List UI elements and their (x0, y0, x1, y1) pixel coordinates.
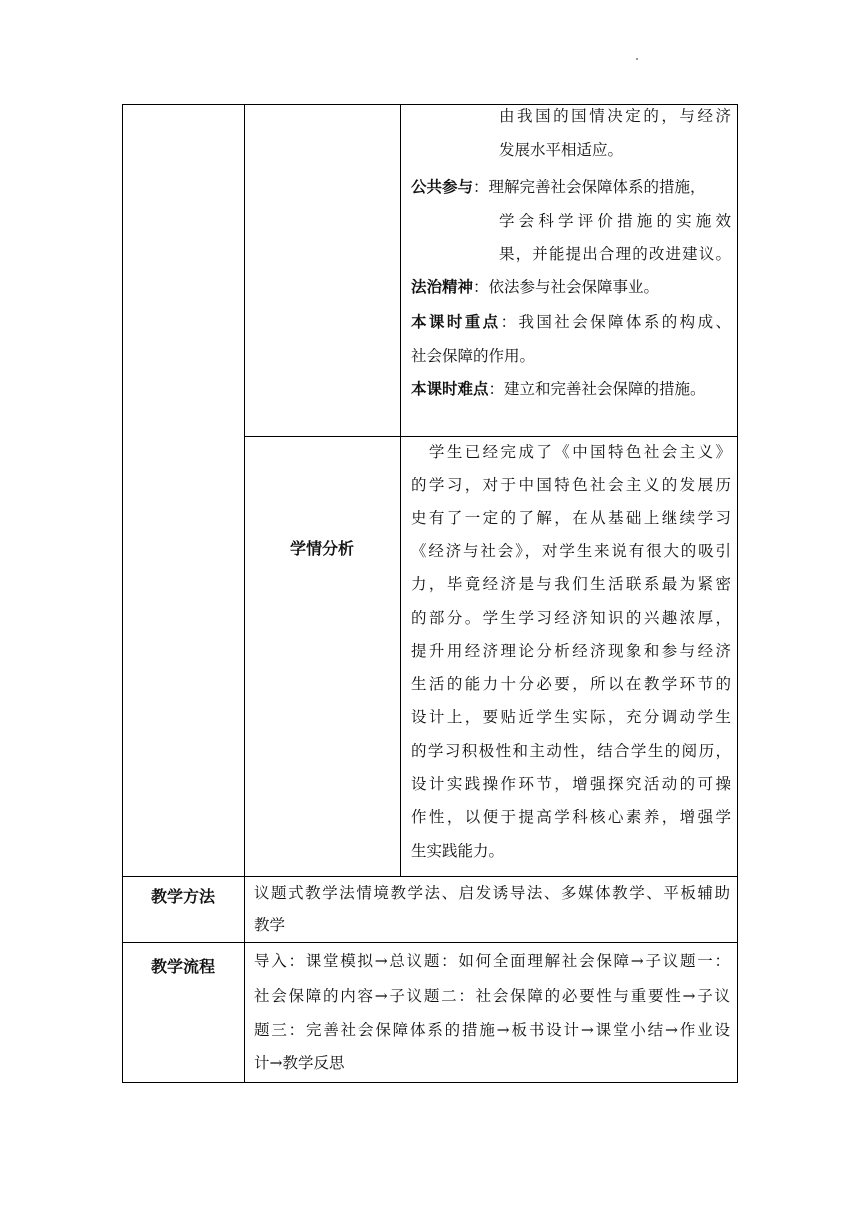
analysis-line: 的部分。学生学习经济知识的兴趣浓厚， (411, 609, 731, 627)
analysis-line: 史有了一定的了解，在从基础上继续学习 (411, 509, 731, 527)
teaching-methods-line-2: 教学 (254, 916, 286, 934)
table-border-bottom (122, 1082, 738, 1083)
difficulty-label: 本课时难点 (411, 380, 489, 398)
key-point-text: ：我国社会保障体系的构成、 (500, 313, 731, 331)
teaching-flow-label: 教学流程 (150, 957, 215, 976)
analysis-line: 学生已经完成了《中国特色社会主义》 (411, 443, 731, 461)
rule-of-law-line (411, 270, 659, 304)
public-participation-line-1 (411, 170, 731, 204)
row-divider-methods (122, 942, 738, 943)
rule-of-law-label: 法治精神 (411, 278, 474, 296)
difficulty-text: ：建立和完善社会保障的措施。 (488, 380, 706, 398)
rule-of-law-text: ：依法参与社会保障事业。 (473, 278, 660, 296)
teaching-flow-line-2: 社会保障的内容→子议题二：社会保障的必要性与重要性→子议 (254, 987, 730, 1005)
analysis-line: 生实践能力。 (411, 842, 505, 860)
table-border-left (122, 104, 123, 1083)
teaching-flow-line-4: 计→教学反思 (254, 1054, 345, 1072)
public-participation-text: ：理解完善社会保障体系的措施， (473, 178, 706, 196)
analysis-line: 设计实践操作环节，增强探究活动的可操 (411, 775, 731, 793)
teaching-flow-line-1: 导入：课堂模拟→总议题：如何全面理解社会保障→子议题一： (254, 952, 730, 970)
analysis-line: 生活的能力十分必要，所以在教学环节的 (411, 675, 731, 693)
analysis-line: 《经济与社会》，对学生来说有很大的吸引 (411, 542, 731, 560)
key-point-label: 本课时重点 (411, 313, 501, 331)
table-border-right (737, 104, 738, 1083)
goal-continuation-line-2: 发展水平相适应。 (499, 141, 624, 159)
goal-continuation-line-1: 由我国的国情决定的，与经济 (499, 107, 731, 125)
column-divider-2 (400, 104, 401, 876)
page-mark (636, 58, 638, 60)
analysis-line: 提升用经济理论分析经济现象和参与经济 (411, 642, 731, 660)
analysis-line: 的学习，对于中国特色社会主义的发展历 (411, 476, 731, 494)
analysis-line: 的学习积极性和主动性，结合学生的阅历， (411, 742, 731, 760)
public-participation-label: 公共参与 (411, 178, 474, 196)
teaching-methods-label: 教学方法 (150, 887, 215, 906)
key-point-line-2: 社会保障的作用。 (411, 347, 536, 365)
key-point-line-1 (411, 305, 731, 339)
public-participation-line-3: 果，并能提出合理的改进建议。 (499, 245, 731, 263)
analysis-line: 设计上，要贴近学生实际，充分调动学生 (411, 708, 731, 726)
student-analysis-label: 学情分析 (289, 539, 354, 558)
public-participation-line-2: 学会科学评价措施的实施效 (499, 212, 731, 230)
difficulty-line (411, 372, 706, 406)
teaching-methods-line-1: 议题式教学法情境教学法、启发诱导法、多媒体教学、平板辅助 (254, 884, 730, 902)
column-divider-1 (244, 104, 245, 1083)
teaching-flow-line-3: 题三：完善社会保障体系的措施→板书设计→课堂小结→作业设 (254, 1021, 730, 1039)
analysis-line: 力，毕竟经济是与我们生活联系最为紧密 (411, 575, 731, 593)
analysis-line: 作性，以便于提高学科核心素养，增强学 (411, 808, 731, 826)
